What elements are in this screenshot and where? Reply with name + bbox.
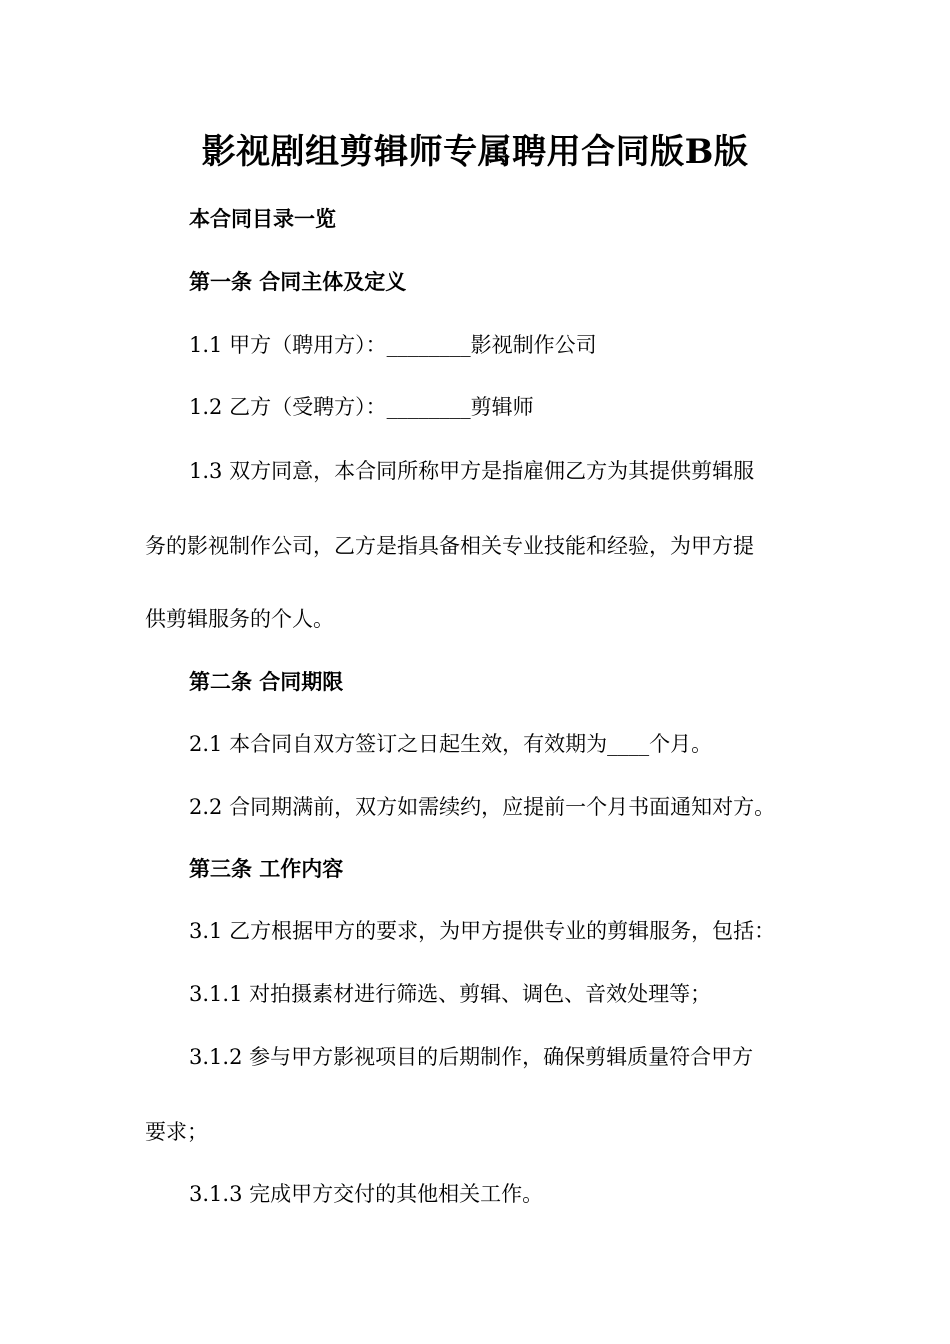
- article-2-heading: 第二条 合同期限: [189, 669, 344, 694]
- clause-3-1-1: 3.1.1 对拍摄素材进行筛选、剪辑、调色、音效处理等；: [189, 982, 712, 1006]
- clause-1-1: 1.1 甲方（聘用方）：________影视制作公司: [189, 333, 597, 357]
- document-title: 影视剧组剪辑师专属聘用合同版B版: [201, 132, 749, 172]
- toc-heading: 本合同目录一览: [189, 206, 336, 231]
- clause-3-1-2-line-2: 要求；: [145, 1120, 208, 1144]
- clause-2-1: 2.1 本合同自双方签订之日起生效，有效期为____个月。: [189, 732, 713, 756]
- clause-1-3-line-1: 1.3 双方同意，本合同所称甲方是指雇佣乙方为其提供剪辑服: [189, 459, 755, 483]
- article-1-heading: 第一条 合同主体及定义: [189, 269, 407, 294]
- clause-3-1: 3.1 乙方根据甲方的要求，为甲方提供专业的剪辑服务，包括：: [189, 919, 776, 943]
- clause-3-1-2-line-1: 3.1.2 参与甲方影视项目的后期制作，确保剪辑质量符合甲方: [189, 1045, 754, 1069]
- clause-3-1-3: 3.1.3 完成甲方交付的其他相关工作。: [189, 1182, 544, 1206]
- article-3-heading: 第三条 工作内容: [189, 856, 344, 881]
- clause-1-2: 1.2 乙方（受聘方）：________剪辑师: [189, 395, 534, 419]
- clause-1-3-line-3: 供剪辑服务的个人。: [145, 607, 334, 631]
- clause-1-3-line-2: 务的影视制作公司，乙方是指具备相关专业技能和经验，为甲方提: [145, 534, 754, 558]
- clause-2-2: 2.2 合同期满前，双方如需续约，应提前一个月书面通知对方。: [189, 795, 776, 819]
